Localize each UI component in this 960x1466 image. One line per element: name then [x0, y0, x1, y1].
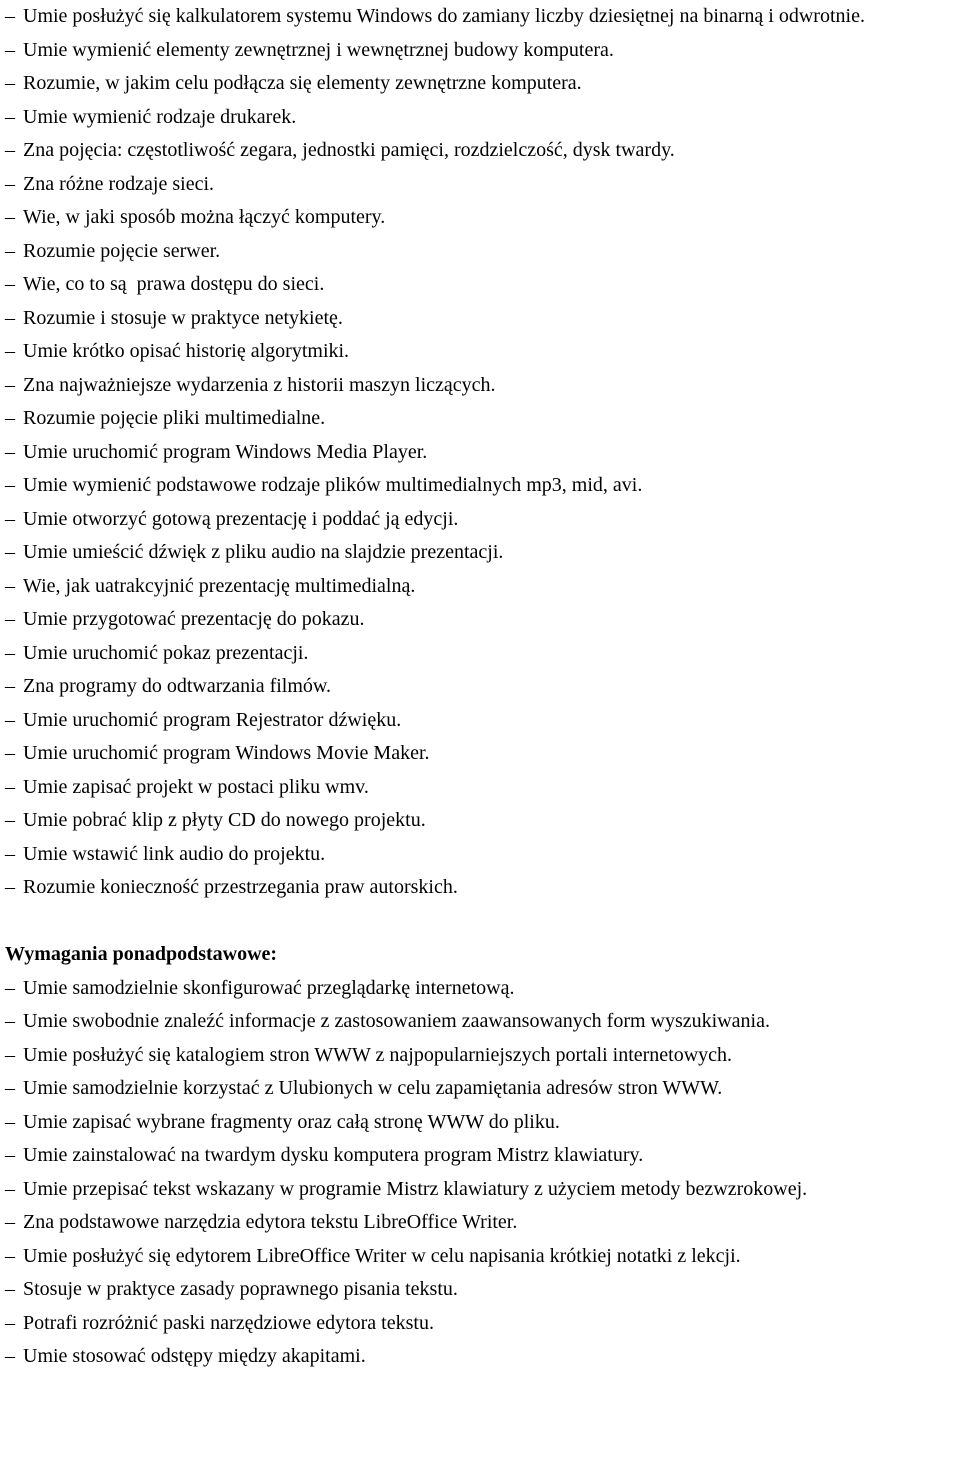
list-item: –Umie wymienić elementy zewnętrznej i wewnętrznej budowy komputera.: [5, 34, 955, 68]
list-item: –Umie uruchomić pokaz prezentacji.: [5, 637, 955, 671]
list-item: –Umie posłużyć się kalkulatorem systemu Windows do zamiany liczby dziesiętnej na binarną i odwrotnie.: [5, 0, 955, 34]
list-item: –Umie stosować odstępy między akapitami.: [5, 1340, 955, 1374]
list-item: –Rozumie konieczność przestrzegania praw autorskich.: [5, 871, 955, 905]
list-item: –Potrafi rozróżnić paski narzędziowe edytora tekstu.: [5, 1307, 955, 1341]
list-item: –Rozumie, w jakim celu podłącza się elementy zewnętrzne komputera.: [5, 67, 955, 101]
dash-bullet: [5, 838, 23, 872]
list-item: –Umie zainstalować na twardym dysku komputera program Mistrz klawiatury.: [5, 1139, 955, 1173]
list-item: –Umie wymienić podstawowe rodzaje plików multimedialnych mp3, mid, avi.: [5, 469, 955, 503]
list-item: –Umie wymienić rodzaje drukarek.: [5, 101, 955, 135]
basic-requirements-list: [5, 0, 955, 905]
dash-bullet: [5, 704, 23, 738]
dash-bullet: [5, 1340, 23, 1374]
dash-bullet: [5, 570, 23, 604]
dash-bullet: [5, 469, 23, 503]
dash-bullet: [5, 67, 23, 101]
section-heading: Wymagania ponadpodstawowe:: [5, 943, 278, 965]
section-spacer: [5, 905, 955, 939]
list-item: –Umie samodzielnie skonfigurować przeglądarkę internetową.: [5, 972, 955, 1006]
list-item: –Rozumie pojęcie pliki multimedialne.: [5, 402, 955, 436]
dash-bullet: [5, 268, 23, 302]
dash-bullet: [5, 436, 23, 470]
list-item: –Umie swobodnie znaleźć informacje z zastosowaniem zaawansowanych form wyszukiwania.: [5, 1005, 815, 1039]
list-item: –Rozumie pojęcie serwer.: [5, 235, 955, 269]
list-item: –Umie uruchomić program Rejestrator dźwięku.: [5, 704, 955, 738]
dash-bullet: [5, 670, 23, 704]
list-item: –Umie wstawić link audio do projektu.: [5, 838, 955, 872]
dash-bullet: [5, 101, 23, 135]
list-item: –Umie uruchomić program Windows Media Player.: [5, 436, 955, 470]
dash-bullet: [5, 603, 23, 637]
dash-bullet: [5, 235, 23, 269]
dash-bullet: [5, 201, 23, 235]
list-item: –Zna najważniejsze wydarzenia z historii maszyn liczących.: [5, 369, 955, 403]
dash-bullet: [5, 1039, 23, 1073]
list-item: –Umie przepisać tekst wskazany w programie Mistrz klawiatury z użyciem metody bezwzrokowej.: [5, 1173, 865, 1207]
list-item: –Zna programy do odtwarzania filmów.: [5, 670, 955, 704]
dash-bullet: [5, 402, 23, 436]
dash-bullet: [5, 804, 23, 838]
document-page: [5, 0, 955, 1374]
advanced-requirements-list: [5, 972, 955, 1374]
dash-bullet: [5, 369, 23, 403]
dash-bullet: [5, 1273, 23, 1307]
list-item: –Umie otworzyć gotową prezentację i poddać ją edycji.: [5, 503, 955, 537]
dash-bullet: [5, 1072, 23, 1106]
list-item: –Umie samodzielnie korzystać z Ulubionych w celu zapamiętania adresów stron WWW.: [5, 1072, 955, 1106]
list-item: –Wie, w jaki sposób można łączyć komputery.: [5, 201, 955, 235]
list-item: –Stosuje w praktyce zasady poprawnego pisania tekstu.: [5, 1273, 955, 1307]
list-item: –Umie pobrać klip z płyty CD do nowego projektu.: [5, 804, 955, 838]
dash-bullet: [5, 1206, 23, 1240]
dash-bullet: [5, 536, 23, 570]
dash-bullet: [5, 34, 23, 68]
dash-bullet: [5, 871, 23, 905]
dash-bullet: [5, 134, 23, 168]
dash-bullet: [5, 1307, 23, 1341]
dash-bullet: [5, 1173, 23, 1207]
list-item: –Umie zapisać projekt w postaci pliku wmv.: [5, 771, 955, 805]
list-item: –Umie zapisać wybrane fragmenty oraz całą stronę WWW do pliku.: [5, 1106, 955, 1140]
dash-bullet: [5, 335, 23, 369]
list-item: –Zna pojęcia: częstotliwość zegara, jednostki pamięci, rozdzielczość, dysk twardy.: [5, 134, 955, 168]
list-item: –Umie posłużyć się edytorem LibreOffice Writer w celu napisania krótkiej notatki z lekcji.: [5, 1240, 955, 1274]
dash-bullet: [5, 1005, 23, 1039]
dash-bullet: [5, 1139, 23, 1173]
list-item: –Umie umieścić dźwięk z pliku audio na slajdzie prezentacji.: [5, 536, 955, 570]
list-item: –Wie, jak uatrakcyjnić prezentację multimedialną.: [5, 570, 955, 604]
list-item: –Zna podstawowe narzędzia edytora tekstu LibreOffice Writer.: [5, 1206, 955, 1240]
dash-bullet: [5, 302, 23, 336]
dash-bullet: [5, 0, 23, 34]
dash-bullet: [5, 771, 23, 805]
list-item: –Umie krótko opisać historię algorytmiki.: [5, 335, 955, 369]
dash-bullet: [5, 168, 23, 202]
dash-bullet: [5, 1240, 23, 1274]
dash-bullet: [5, 972, 23, 1006]
dash-bullet: [5, 637, 23, 671]
list-item: –Umie posłużyć się katalogiem stron WWW z najpopularniejszych portali internetowych.: [5, 1039, 955, 1073]
dash-bullet: [5, 503, 23, 537]
list-item: –Zna różne rodzaje sieci.: [5, 168, 955, 202]
list-item: –Umie przygotować prezentację do pokazu.: [5, 603, 955, 637]
dash-bullet: [5, 1106, 23, 1140]
list-item: –Rozumie i stosuje w praktyce netykietę.: [5, 302, 955, 336]
list-item: –Wie, co to są prawa dostępu do sieci.: [5, 268, 955, 302]
list-item: –Umie uruchomić program Windows Movie Maker.: [5, 737, 955, 771]
dash-bullet: [5, 737, 23, 771]
